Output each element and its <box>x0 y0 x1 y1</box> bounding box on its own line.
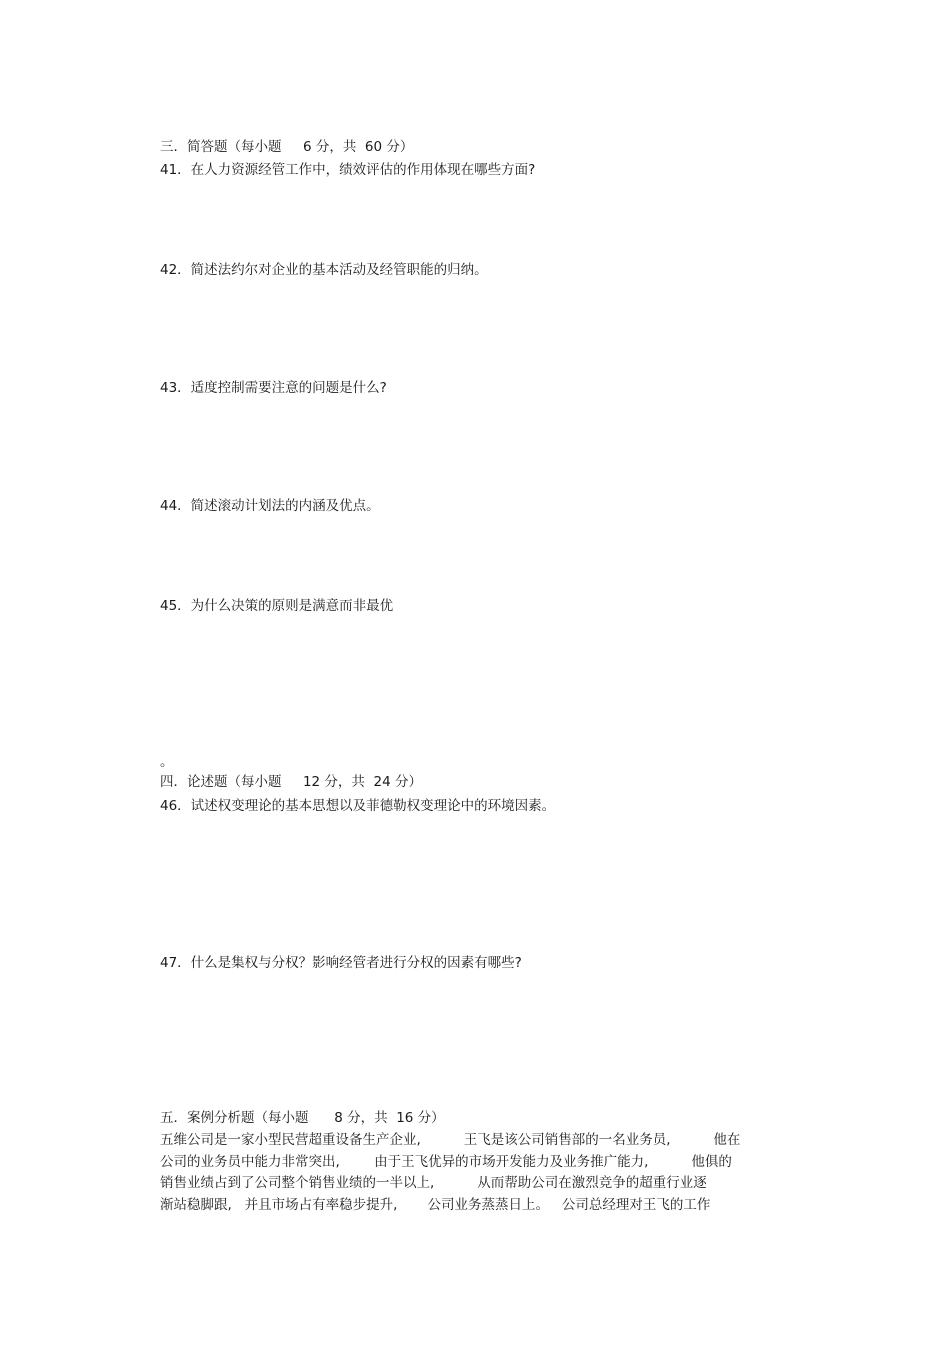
question-46: 46．试述权变理论的基本思想以及菲德勒权变理论中的环境因素。 <box>160 798 556 814</box>
case-text-line: 渐站稳脚跟, 并且市场占有率稳步提升, 公司业务蒸蒸日上。 公司总经理对王飞的工作 <box>160 1197 711 1213</box>
section-3-heading: 三．简答题（每小题 6 分，共 60 分） <box>160 139 414 155</box>
question-41: 41．在人力资源经管工作中，绩效评估的作用体现在哪些方面? <box>160 162 536 178</box>
question-45: 45．为什么决策的原则是满意而非最优 <box>160 598 394 614</box>
case-text-line: 五维公司是一家小型民营超重设备生产企业, 王飞是该公司销售部的一名业务员, 他在 <box>160 1132 741 1148</box>
question-47: 47．什么是集权与分权？影响经管者进行分权的因素有哪些? <box>160 955 522 971</box>
case-text-line: 公司的业务员中能力非常突出, 由于王飞优异的市场开发能力及业务推广能力, 他俱的 <box>160 1154 732 1170</box>
question-44: 44．简述滚动计划法的内涵及优点。 <box>160 498 380 514</box>
section-4-heading: 四．论述题（每小题 12 分，共 24 分） <box>160 774 422 790</box>
question-42: 42．简述法约尔对企业的基本活动及经管职能的归纳。 <box>160 262 488 278</box>
case-text-line: 销售业绩占到了公司整个销售业绩的一半以上, 从而帮助公司在激烈竞争的超重行业逐 <box>160 1175 707 1191</box>
question-43: 43．适度控制需要注意的问题是什么? <box>160 380 387 396</box>
question-45-end-mark: 。 <box>160 754 174 770</box>
section-5-heading: 五．案例分析题（每小题 8 分，共 16 分） <box>160 1110 445 1126</box>
